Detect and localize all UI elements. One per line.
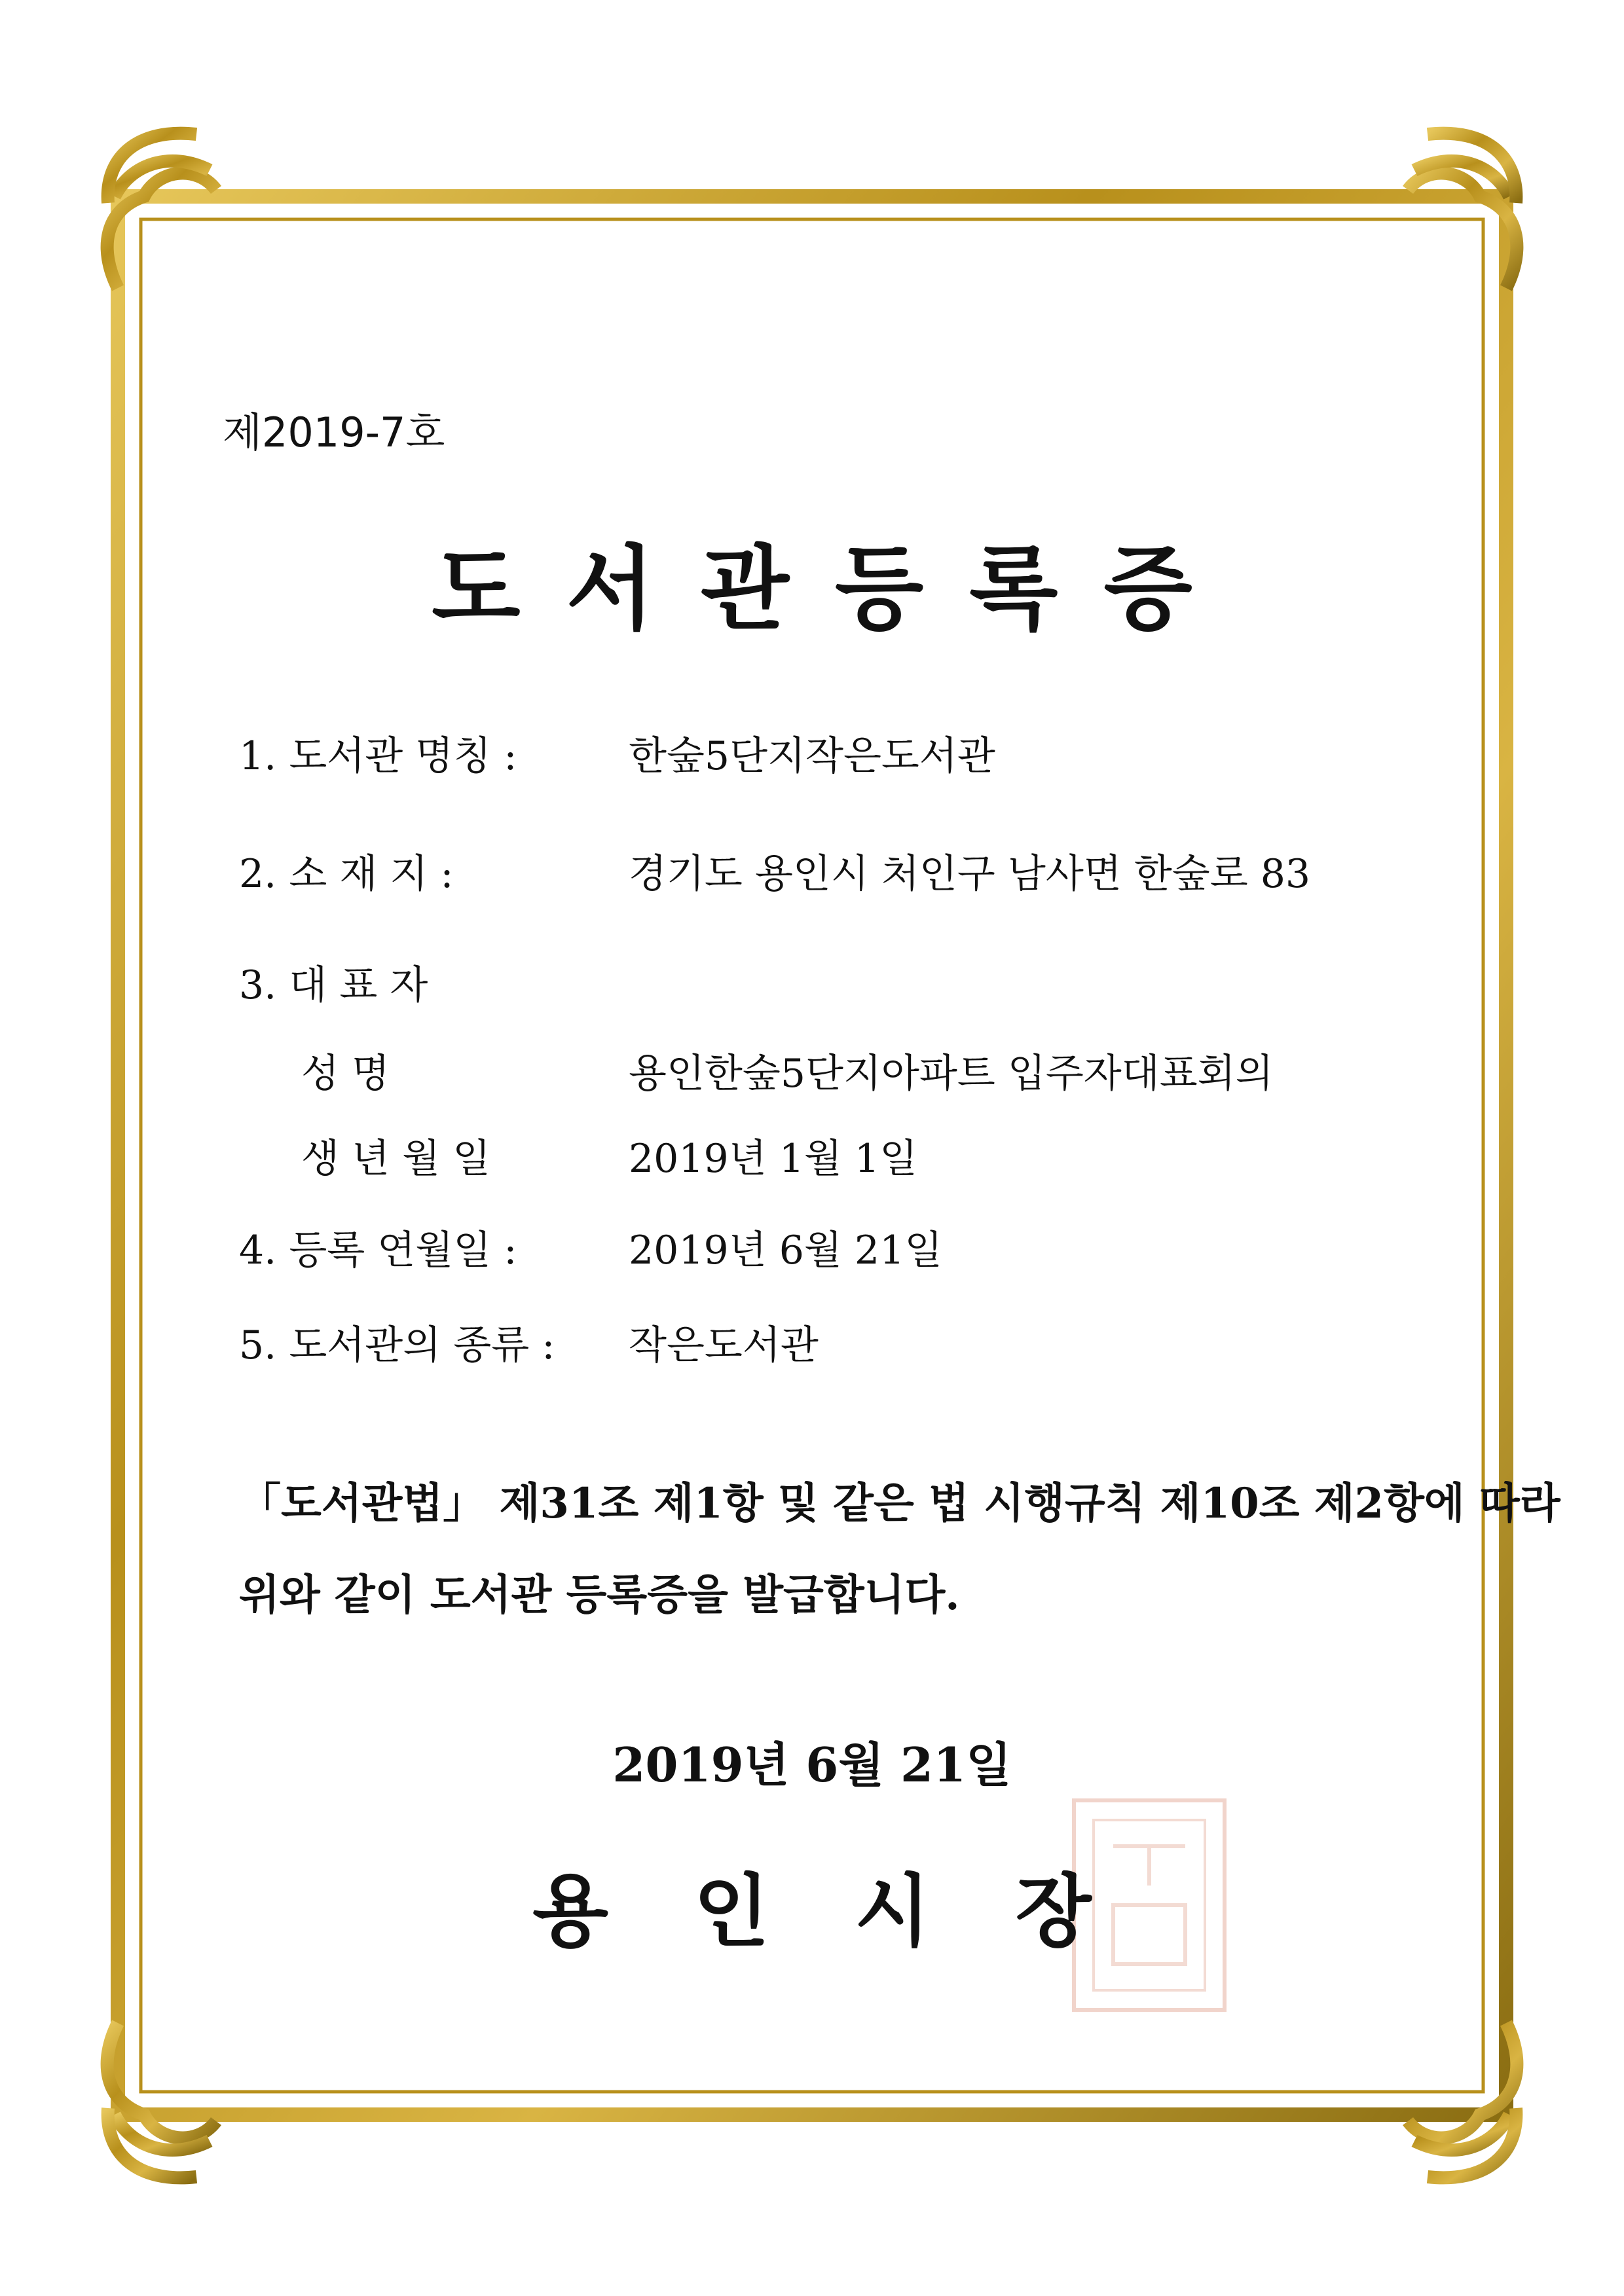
item-registration-date-value: 2019년 6월 21일 (629, 1228, 943, 1273)
item-representative-label: 3. 대 표 자 (239, 962, 428, 1008)
item-representative-name-label: 성 명 (301, 1051, 390, 1097)
item-registration-date-label: 4. 등록 연월일 : (239, 1228, 517, 1273)
statement-line-1: 「도서관법」 제31조 제1항 및 같은 법 시행규칙 제10조 제2항에 따라 (239, 1479, 1560, 1528)
item-library-type-label: 5. 도서관의 종류 : (239, 1322, 555, 1368)
item-representative-name-value: 용인한숲5단지아파트 입주자대표회의 (629, 1051, 1274, 1097)
statement-line-2: 위와 같이 도서관 등록증을 발급합니다. (239, 1571, 960, 1620)
certificate-title: 도서관등록증 (432, 536, 1238, 643)
certificate-number: 제2019-7호 (223, 409, 445, 456)
item-address-label: 2. 소 재 지 : (239, 851, 454, 897)
issuer-name: 용인시장 (532, 1865, 1177, 1958)
item-library-type-value: 작은도서관 (629, 1322, 819, 1368)
item-library-name-label: 1. 도서관 명칭 : (239, 733, 517, 779)
item-address-value: 경기도 용인시 처인구 남사면 한숲로 83 (629, 851, 1311, 897)
item-library-name-value: 한숲5단지작은도서관 (629, 733, 995, 779)
item-birthdate-label: 생 년 월 일 (301, 1136, 491, 1182)
issue-date: 2019년 6월 21일 (612, 1737, 1012, 1793)
item-birthdate-value: 2019년 1월 1일 (629, 1136, 918, 1182)
